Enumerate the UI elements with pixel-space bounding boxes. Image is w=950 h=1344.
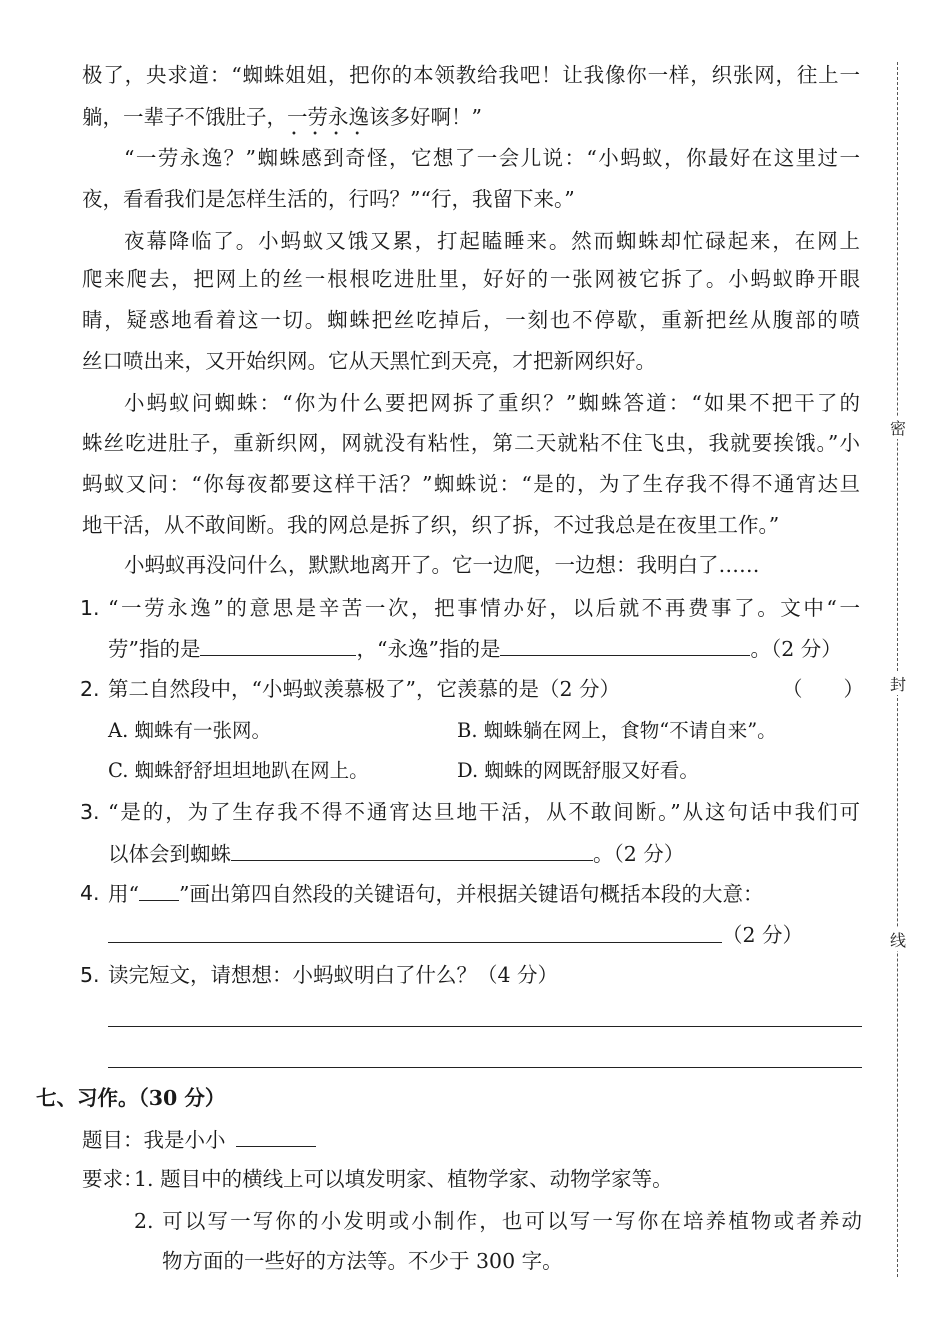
question-number: 2. [80,677,100,701]
question-4-text [108,878,763,908]
topic-blank[interactable] [236,1124,316,1147]
answer-blank-q3[interactable] [231,838,593,861]
requirements-label: 要求： [82,1167,144,1191]
requirement-2-cont: 物方面的一些好的方法等。不少于 300 字。 [162,1249,563,1273]
passage-line: 夜幕降临了。小蚂蚁又饿又累，打起瞌睡来。然而蜘蛛却忙碌起来，在网上 [124,229,860,253]
passage-text: 躺，一辈子不饿肚子， [82,105,287,129]
passage-line: 蚂蚁又问：“你每夜都要这样干活？”蜘蛛说：“是的，为了生存我不得不通宵达旦 [82,472,860,496]
question-3-line2 [108,838,684,868]
passage-line: 蛛丝吃进肚子，重新织网，网就没有粘性，第二天就粘不住飞虫，我就要挨饿。”小 [82,431,860,455]
passage-line: 爬来爬去，把网上的丝一根根吃进肚里，好好的一张网被它拆了。小蚂蚁睁开眼 [82,267,860,291]
seal-char-feng: 封 [886,672,910,695]
option-b[interactable]: B. 蜘蛛躺在网上，食物“不请自来”。 [457,719,777,742]
answer-blank-yongyi[interactable] [500,633,750,656]
passage-line: 夜，看看我们是怎样生活的，行吗？”“行，我留下来。” [82,187,575,211]
passage-line: 睛，疑惑地看着这一切。蜘蛛把丝吃掉后，一刻也不停歇，重新把丝从腹部的喷 [82,308,860,332]
answer-parentheses[interactable]: （ ） [782,677,864,701]
passage-line: 小蚂蚁再没问什么，默默地离开了。它一边爬，一边想：我明白了…… [124,553,760,577]
question-score: 。（2 分） [593,842,685,866]
question-text: ”画出第四自然段的关键语句，并根据关键语句概括本段的大意： [178,882,764,906]
question-number: 4. [80,881,100,905]
composition-topic [82,1124,316,1154]
question-text: 劳”指的是 [108,637,201,661]
seal-char-mi: 密 [886,416,910,439]
passage-line: 小蚂蚁问蜘蛛：“你为什么要把网拆了重织？”蜘蛛答道：“如果不把干了的 [124,391,860,415]
question-number: 1. [80,596,100,620]
question-score: 。（2 分） [750,637,842,661]
question-number: 5. [80,963,100,987]
answer-blank-yilao[interactable] [200,633,356,656]
passage-line: 丝口喷出来，又开始织网。它从天黑忙到天亮，才把新网织好。 [82,349,656,373]
requirement-1: 1. 题目中的横线上可以填发明家、植物学家、动物学家等。 [134,1167,673,1191]
passage-line: 地干活，从不敢间断。我的网总是拆了织，织了拆，不过我总是在夜里工作。” [82,513,780,537]
option-d[interactable]: D. 蜘蛛的网既舒服又好看。 [457,759,699,782]
question-5-text: 读完短文，请想想：小蚂蚁明白了什么？（4 分） [108,963,559,987]
option-a[interactable]: A. 蜘蛛有一张网。 [108,719,271,742]
topic-label: 题目：我是小小 [82,1128,226,1152]
question-number: 3. [80,800,100,824]
section-heading: 七、习作。（30 分） [36,1086,226,1110]
question-text: 以体会到蜘蛛 [108,842,231,866]
answer-line-q5[interactable] [108,1067,862,1068]
question-text: ，“永逸”指的是 [356,637,501,661]
seal-char-xian: 线 [886,928,910,951]
emphasized-phrase: 一劳永逸 • • • • [287,102,369,132]
passage-line: 极了，央求道：“蜘蛛姐姐，把你的本领教给我吧！让我像你一样，织张网，往上一 [82,63,860,87]
passage-line: “一劳永逸？”蜘蛛感到奇怪，它想了一会儿说：“小蚂蚁，你最好在这里过一 [124,146,860,170]
requirement-2: 2. 可以写一写你的小发明或小制作，也可以写一写你在培养植物或者养动 [134,1209,862,1233]
option-c[interactable]: C. 蜘蛛舒舒坦坦地趴在网上。 [108,759,369,782]
question-text: 用“ [108,882,139,906]
question-2-text: 第二自然段中，“小蚂蚁羡慕极了”，它羡慕的是（2 分） [108,677,621,701]
question-1-text: “一劳永逸”的意思是辛苦一次，把事情办好，以后就不再费事了。文中“一 [108,596,860,620]
question-3-text: “是的，为了生存我不得不通宵达旦地干活，从不敢间断。”从这句话中我们可 [108,800,860,824]
question-score: （2 分） [722,923,804,947]
passage-text: 该多好啊！” [369,105,482,129]
seal-line [897,62,898,1277]
question-1-line2 [108,633,842,663]
answer-line-q4[interactable] [108,942,722,943]
underline-sample [139,878,179,901]
passage-line [82,102,482,132]
answer-line-q5[interactable] [108,1026,862,1027]
